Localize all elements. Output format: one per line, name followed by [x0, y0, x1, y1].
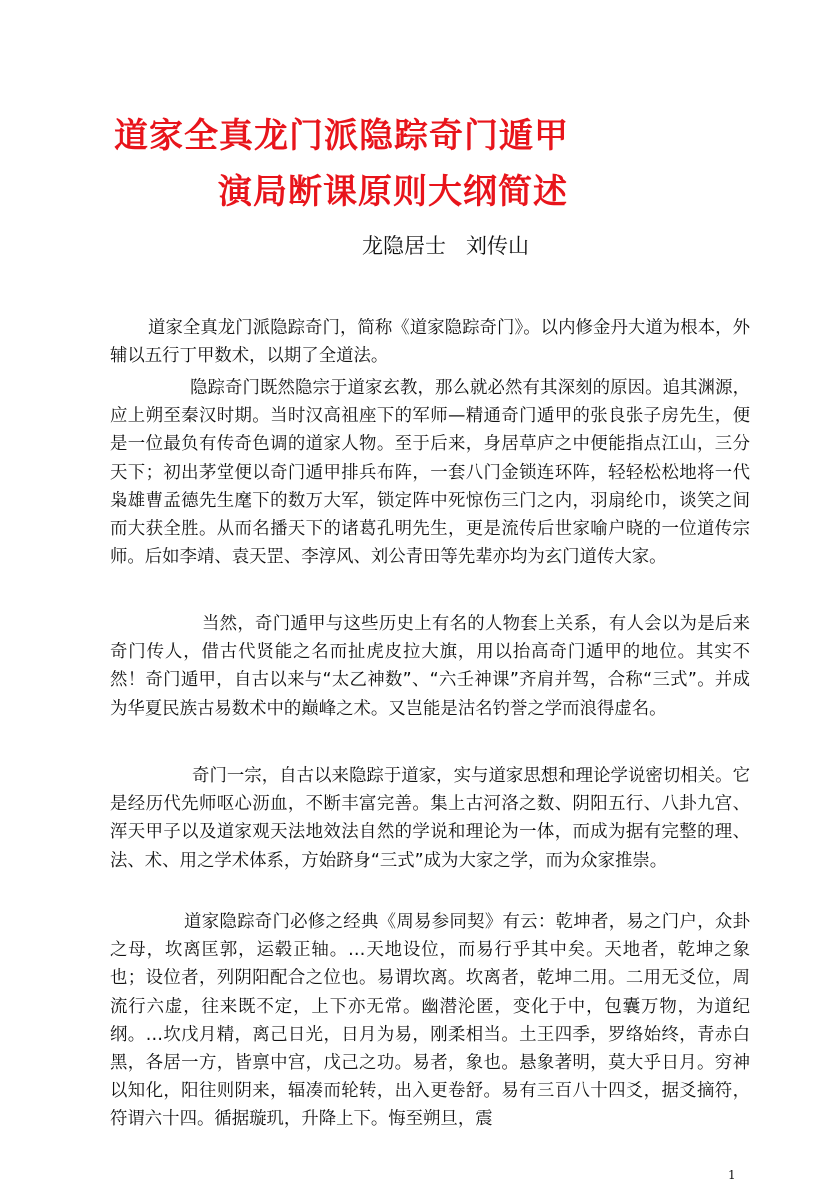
paragraph-1: 道家全真龙门派隐踪奇门，简称《道家隐踪奇门》。以内修金丹大道为根本，外辅以五行丁甲数术，以期了全道法。: [110, 318, 750, 367]
title-line-1: 道家全真龙门派隐踪奇门遁甲: [114, 116, 569, 156]
paragraph-3: 当然，奇门遁甲与这些历史上有名的人物套上关系，有人会以为是后来奇门传人，借古代贤能之名而扯虎皮拉大旗，用以抬高奇门遁甲的地位。其实不然！奇门遁甲，自古以来与“太乙神数”、“六壬神课”齐肩并驾，合称“三式”。并成为华夏民族古易数术中的巅峰之术。又岂能是沽名钓誉之学而浪得虚名。: [110, 614, 750, 719]
paragraph-5: 道家隐踪奇门必修之经典《周易参同契》有云：乾坤者，易之门户，众卦之母，坎离匡郭，运毂正轴。…天地设位，而易行乎其中矣。天地者，乾坤之象也；设位者，列阴阳配合之位也。易谓坎离。坎离者，乾坤二用。二用无爻位，周流行六虚，往来既不定，上下亦无常。幽潜沦匿，变化于中，包囊万物，为道纪纲。…坎戊月精，离己日光，日月为易，刚柔相当。土王四季，罗络始终，青赤白黑，各居一方，皆禀中宫，戊己之功。易者，象也。悬象著明，莫大乎日月。穷神以知化，阳往则阴来，辐凑而轮转，出入更卷舒。易有三百八十四爻，据爻摘符，符谓六十四。循据璇玑，升降上下。悔至朔旦，震: [110, 912, 750, 1130]
paragraph-2: 隐踪奇门既然隐宗于道家玄教，那么就必然有其深刻的原因。追其渊源，应上朔至秦汉时期。当时汉高祖座下的军师—精通奇门遁甲的张良张子房先生，便是一位最负有传奇色调的道家人物。至于后来，身居草庐之中便能指点江山，三分天下；初出茅堂便以奇门遁甲排兵布阵，一套八门金锁连环阵，轻轻松松地将一代枭雄曹孟德先生麾下的数万大军，锁定阵中死惊伤三门之内，羽扇纶巾，谈笑之间而大获全胜。从而名播天下的诸葛孔明先生，更是流传后世家喻户晓的一位道传宗师。后如李靖、袁天罡、李淳风、刘公青田等先辈亦均为玄门道传大家。: [110, 378, 750, 568]
title-line-2: 演局断课原则大纲简述: [218, 172, 568, 212]
author-byline: [362, 232, 529, 260]
page-number: 1: [728, 1168, 736, 1182]
paragraph-4: 奇门一宗，自古以来隐踪于道家，实与道家思想和理论学说密切相关。它是经历代先师呕心沥血，不断丰富完善。集上古河洛之数、阴阳五行、八卦九宫、浑天甲子以及道家观天法地效法自然的学说和理论为一体，而成为据有完整的理、法、术、用之学术体系，方始跻身“三式”成为大家之学，而为众家推崇。: [110, 766, 750, 871]
author-name: 刘传山: [466, 234, 529, 258]
author-pen-name: 龙隐居士: [362, 234, 446, 258]
